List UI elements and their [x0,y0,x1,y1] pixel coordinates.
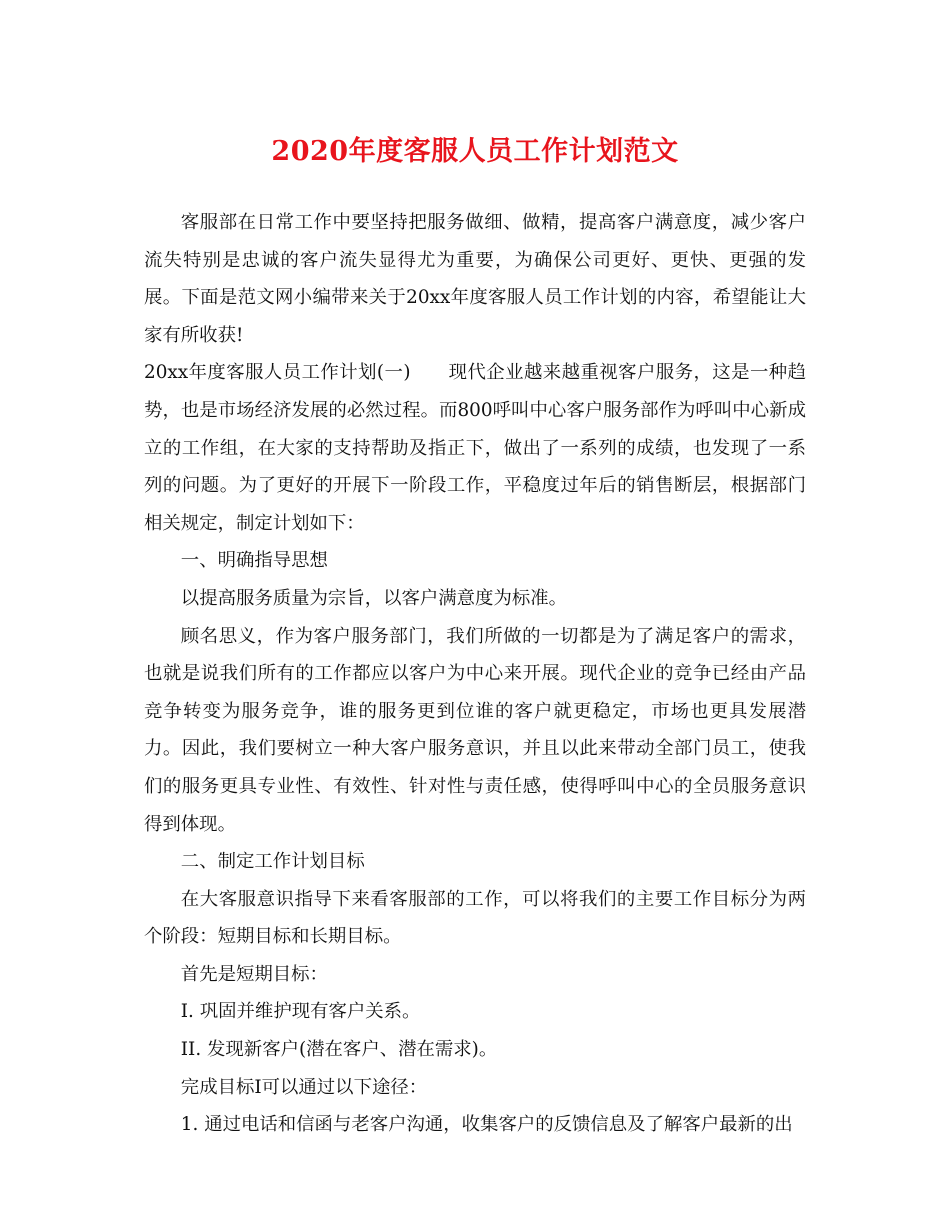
document-title: 2020年度客服人员工作计划范文 [271,136,679,167]
list-item-goal-two: II. 发现新客户(潜在客户、潜在需求)。 [180,1039,498,1061]
paragraph-plan-one: 20xx年度客服人员工作计划(一) 现代企业越来越重视客户服务，这是一种趋势，也是市场经济发展的必然过程。而800呼叫中心客户服务部作为呼叫中心新成立的工作组，在大家的支持帮助及指正下，做出了一系列的成绩，也发现了一系列的问题。为了更好的开展下一阶段工作，平稳度过年后的销售断层，根据部门相关规定，制定计划如下： [144,362,806,534]
list-item-goal-one: I. 巩固并维护现有客户关系。 [180,1001,421,1023]
paragraph-goal-one-methods: 完成目标I可以通过以下途径： [180,1076,428,1098]
document-body [144,204,806,1144]
heading-plan-goals: 二、制定工作计划目标 [180,851,365,873]
paragraph-purpose: 以提高服务质量为宗旨，以客户满意度为标准。 [180,587,568,609]
paragraph-goal-stages: 在大客服意识指导下来看客服部的工作，可以将我们的主要工作目标分为两个阶段：短期目标和长期目标。 [144,888,806,948]
paragraph-intro: 客服部在日常工作中要坚持把服务做细、做精，提高客户满意度，减少客户流失特别是忠诚的客户流失显得尤为重要，为确保公司更好、更快、更强的发展。下面是范文网小编带来关于20xx年度客服人员工作计划的内容，希望能让大家有所收获! [144,212,806,346]
paragraph-customer-service: 顾名思义，作为客户服务部门，我们所做的一切都是为了满足客户的需求，也就是说我们所有的工作都应以客户为中心来开展。现代企业的竞争已经由产品竞争转变为服务竞争，谁的服务更到位谁的客户就更稳定，市场也更具发展潜力。因此，我们要树立一种大客户服务意识，并且以此来带动全部门员工，使我们的服务更具专业性、有效性、针对性与责任感，使得呼叫中心的全员服务意识得到体现。 [144,625,806,835]
list-item-method-one: 1. 通过电话和信函与老客户沟通，收集客户的反馈信息及了解客户最新的出 [180,1114,793,1136]
heading-guiding-idea: 一、明确指导思想 [180,550,328,572]
paragraph-short-term: 首先是短期目标： [180,963,328,985]
